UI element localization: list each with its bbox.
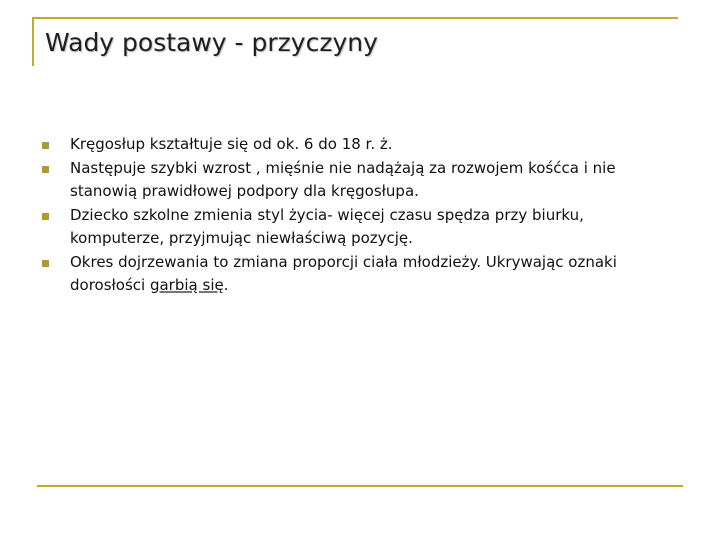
square-bullet-icon bbox=[42, 213, 49, 220]
top-border-line bbox=[32, 17, 678, 19]
square-bullet-icon bbox=[42, 260, 49, 267]
left-border-line bbox=[32, 17, 34, 66]
bullet-text: Dziecko szkolne zmienia styl życia- więcej czasu spędza przy biurku, komputerze, przyjmując niewłaściwą pozycję. bbox=[70, 205, 584, 247]
bottom-border-line bbox=[37, 485, 683, 487]
square-bullet-icon bbox=[42, 142, 49, 149]
bullet-text-end: . bbox=[223, 276, 229, 294]
bullet-text: Następuje szybki wzrost , mięśnie nie nadążają za rozwojem kośćca i nie stanowią prawidłowej podpory dla kręgosłupa. bbox=[70, 158, 616, 200]
bullet-list bbox=[40, 133, 680, 298]
bullet-item bbox=[40, 204, 680, 251]
bullet-item bbox=[40, 157, 680, 204]
bullet-item bbox=[40, 133, 680, 157]
slide-title: Wady postawy - przyczyny bbox=[45, 28, 378, 57]
underlined-phrase: garbią się bbox=[149, 276, 224, 294]
bullet-text: Kręgosłup kształtuje się od ok. 6 do 18 r. ż. bbox=[70, 135, 393, 153]
bullet-item bbox=[40, 251, 680, 298]
bullet-text-start: Okres dojrzewania to zmiana proporcji ciała młodzieży. Ukrywając oznaki dorosłości bbox=[70, 252, 617, 294]
square-bullet-icon bbox=[42, 166, 49, 173]
